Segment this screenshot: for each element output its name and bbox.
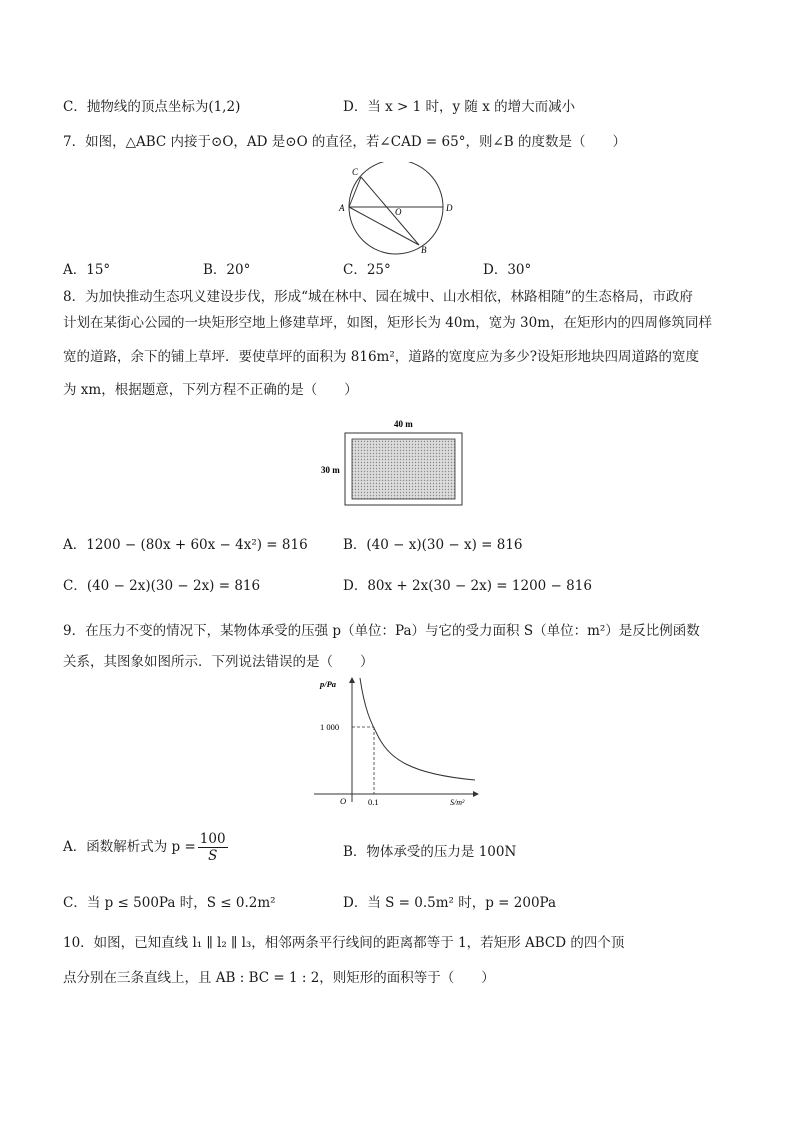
q7-circle-figure <box>330 162 460 258</box>
q9-option-b: B．物体承受的压力是 100N <box>343 844 517 860</box>
label-o: O <box>395 207 402 217</box>
q9-stem-line-1: 9．在压力不变的情况下，某物体承受的压强 p（单位：Pa）与它的受力面积 S（单位：m²）是反比例函数 <box>63 623 700 639</box>
label-c: C <box>352 167 359 177</box>
q6-option-c: C．抛物线的顶点坐标为(1,2) <box>63 99 241 115</box>
q8-option-b: B．(40 − x)(30 − x) = 816 <box>343 537 523 553</box>
q9-option-a-text: A．函数解析式为 p = <box>63 839 196 855</box>
q7-option-a: A．15° <box>63 262 111 278</box>
y-axis-label: p/Pa <box>320 679 337 689</box>
q7-option-d: D．30° <box>483 262 532 278</box>
q9-option-a-fraction <box>198 831 228 864</box>
x-axis-label: S/m² <box>450 798 465 807</box>
q8-stem-line-2: 计划在某街心公园的一块矩形空地上修建草坪，如图，矩形长为 40m，宽为 30m，在矩形内的四周修筑同样 <box>63 315 713 331</box>
label-d: D <box>446 203 453 213</box>
q7-stem: 7．如图，△ABC 内接于⊙O，AD 是⊙O 的直径，若∠CAD = 65°，则∠B 的度数是（ ） <box>63 134 626 150</box>
q9-inverse-graph <box>310 674 480 809</box>
q10-stem-line-2: 点分别在三条直线上，且 AB : BC = 1 : 2，则矩形的面积等于（ ） <box>63 970 495 986</box>
q6-option-d: D．当 x > 1 时，y 随 x 的增大而减小 <box>343 99 576 115</box>
q8-option-d: D．80x + 2x(30 − 2x) = 1200 − 816 <box>343 578 592 594</box>
fraction-numerator: 100 <box>199 831 226 847</box>
q8-option-a: A．1200 − (80x + 60x − 4x²) = 816 <box>63 537 308 553</box>
label-b: B <box>421 245 427 255</box>
q8-stem-line-4: 为 xm，根据题意，下列方程不正确的是（ ） <box>63 382 358 398</box>
x-tick-label: 0.1 <box>368 797 379 807</box>
label-a: A <box>339 203 345 213</box>
q7-option-c: C．25° <box>343 262 391 278</box>
q8-stem-line-3: 宽的道路，余下的铺上草坪．要使草坪的面积为 816m²，道路的宽度应为多少?设矩形地块四周道路的宽度 <box>63 349 700 365</box>
q10-stem-line-1: 10．如图，已知直线 l₁ ∥ l₂ ∥ l₃，相邻两条平行线间的距离都等于 1，若矩形 ABCD 的四个顶 <box>63 935 625 951</box>
fraction-denominator: S <box>208 848 218 864</box>
chord-cb <box>361 177 419 245</box>
q7-option-b: B．20° <box>203 262 251 278</box>
q8-rectangle-figure <box>318 413 468 509</box>
q9-option-d: D．当 S = 0.5m² 时，p = 200Pa <box>343 895 557 911</box>
lawn-area <box>352 439 455 499</box>
q9-option-c: C．当 p ≤ 500Pa 时，S ≤ 0.2m² <box>63 895 276 911</box>
label-width: 30 m <box>321 465 340 475</box>
origin-label: O <box>340 796 347 806</box>
q8-stem-line-1: 8．为加快推动生态巩义建设步伐，形成“城在林中、园在城中、山水相依，林路相随”的生态格局，市政府 <box>63 289 693 305</box>
q8-option-c: C．(40 − 2x)(30 − 2x) = 816 <box>63 578 261 594</box>
label-length: 40 m <box>394 419 413 429</box>
q9-stem-line-2: 关系，其图象如图所示．下列说法错误的是（ ） <box>63 654 374 670</box>
y-tick-label: 1 000 <box>320 722 340 732</box>
inverse-curve <box>360 678 475 780</box>
chord-ac <box>349 177 361 207</box>
q9-option-a <box>63 830 230 864</box>
chord-ab <box>349 207 419 245</box>
